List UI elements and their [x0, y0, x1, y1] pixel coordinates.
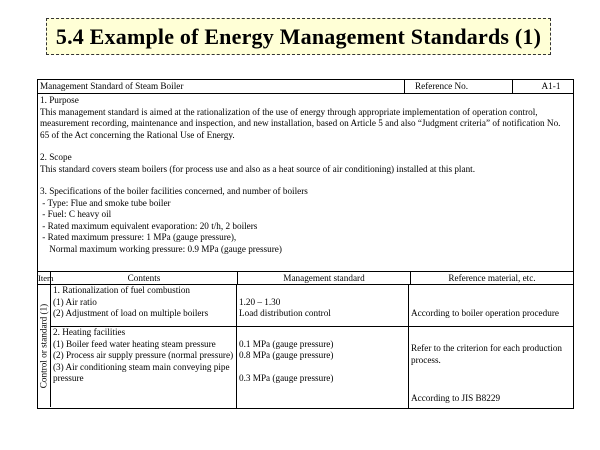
- standard-cell: [237, 285, 409, 326]
- standard-line: Load distribution control: [239, 308, 331, 318]
- contents-line: (3) Air conditioning steam main conveying pipe pressure: [53, 361, 230, 383]
- sheet-body: [38, 94, 573, 271]
- contents-line: (1) Air ratio: [53, 296, 97, 307]
- col-header-reference: Reference material, etc.: [448, 273, 536, 283]
- reference-label: Reference No.: [405, 80, 513, 93]
- standard-line: 1.20 – 1.30: [239, 296, 281, 307]
- reference-cell: [409, 327, 573, 408]
- contents-cell: [51, 327, 237, 408]
- page-title: 5.4 Example of Energy Management Standards (1): [55, 23, 542, 49]
- contents-line: (1) Boiler feed water heating steam pressure: [53, 338, 216, 349]
- item-cell: [38, 285, 51, 407]
- contents-cell: [51, 285, 237, 326]
- contents-line: 1. Rationalization of fuel combustion: [53, 285, 191, 295]
- spec-item: - Type: Flue and smoke tube boiler: [40, 197, 171, 208]
- spec-item: Normal maximum working pressure: 0.9 MPa (gauge pressure): [40, 243, 282, 254]
- reference-line: According to boiler operation procedure: [411, 308, 559, 318]
- spec-item: - Rated maximum pressure: 1 MPa (gauge pressure),: [40, 232, 237, 242]
- table-row: [51, 285, 573, 326]
- item-label: Control or standard (1): [38, 303, 49, 389]
- standard-name: Management Standard of Steam Boiler: [38, 80, 405, 93]
- contents-line: 2. Heating facilities: [53, 327, 126, 337]
- title-banner: [46, 18, 551, 55]
- table-body: [38, 285, 573, 408]
- reference-value: A1-1: [541, 81, 561, 91]
- scope-text: This standard covers steam boilers (for process use and also as a heat source of air conditioning) installed at this plant.: [40, 163, 476, 174]
- table-row: [51, 326, 573, 408]
- col-header-standard: Management standard: [238, 272, 411, 284]
- scope-heading: 2. Scope: [40, 152, 72, 162]
- contents-line: (2) Adjustment of load on multiple boilers: [53, 308, 209, 318]
- purpose-text: This management standard is aimed at the rationalization of the use of energy through appropriate implementation of operation control, measurement recording, maintenance and inspection, and new installation, based on Article 5 and also “Judgment criteria” of notification No. 65 of the Act concerning the Rational Use of Energy.: [40, 106, 561, 140]
- reference-line: According to JIS B8229: [411, 393, 501, 403]
- col-header-contents: Contents: [51, 272, 238, 284]
- sheet-header: [38, 80, 573, 94]
- reference-line: Refer to the criterion for each production process.: [411, 343, 563, 365]
- standard-cell: [237, 327, 409, 408]
- specs-heading: 3. Specifications of the boiler facilities concerned, and number of boilers: [40, 186, 308, 196]
- standard-line: 0.8 MPa (gauge pressure): [239, 350, 334, 360]
- reference-cell: [409, 285, 573, 326]
- spec-item: - Fuel: C heavy oil: [40, 209, 112, 219]
- col-header-item: Item: [38, 273, 54, 283]
- contents-line: (2) Process air supply pressure (normal pressure): [53, 350, 234, 360]
- standard-line: 0.1 MPa (gauge pressure): [239, 338, 334, 349]
- spec-item: - Rated maximum equivalent evaporation: 20 t/h, 2 boilers: [40, 220, 258, 231]
- table-header: [38, 271, 573, 285]
- standard-sheet: [37, 79, 574, 409]
- purpose-heading: 1. Purpose: [40, 95, 79, 105]
- standard-line: 0.3 MPa (gauge pressure): [239, 373, 334, 383]
